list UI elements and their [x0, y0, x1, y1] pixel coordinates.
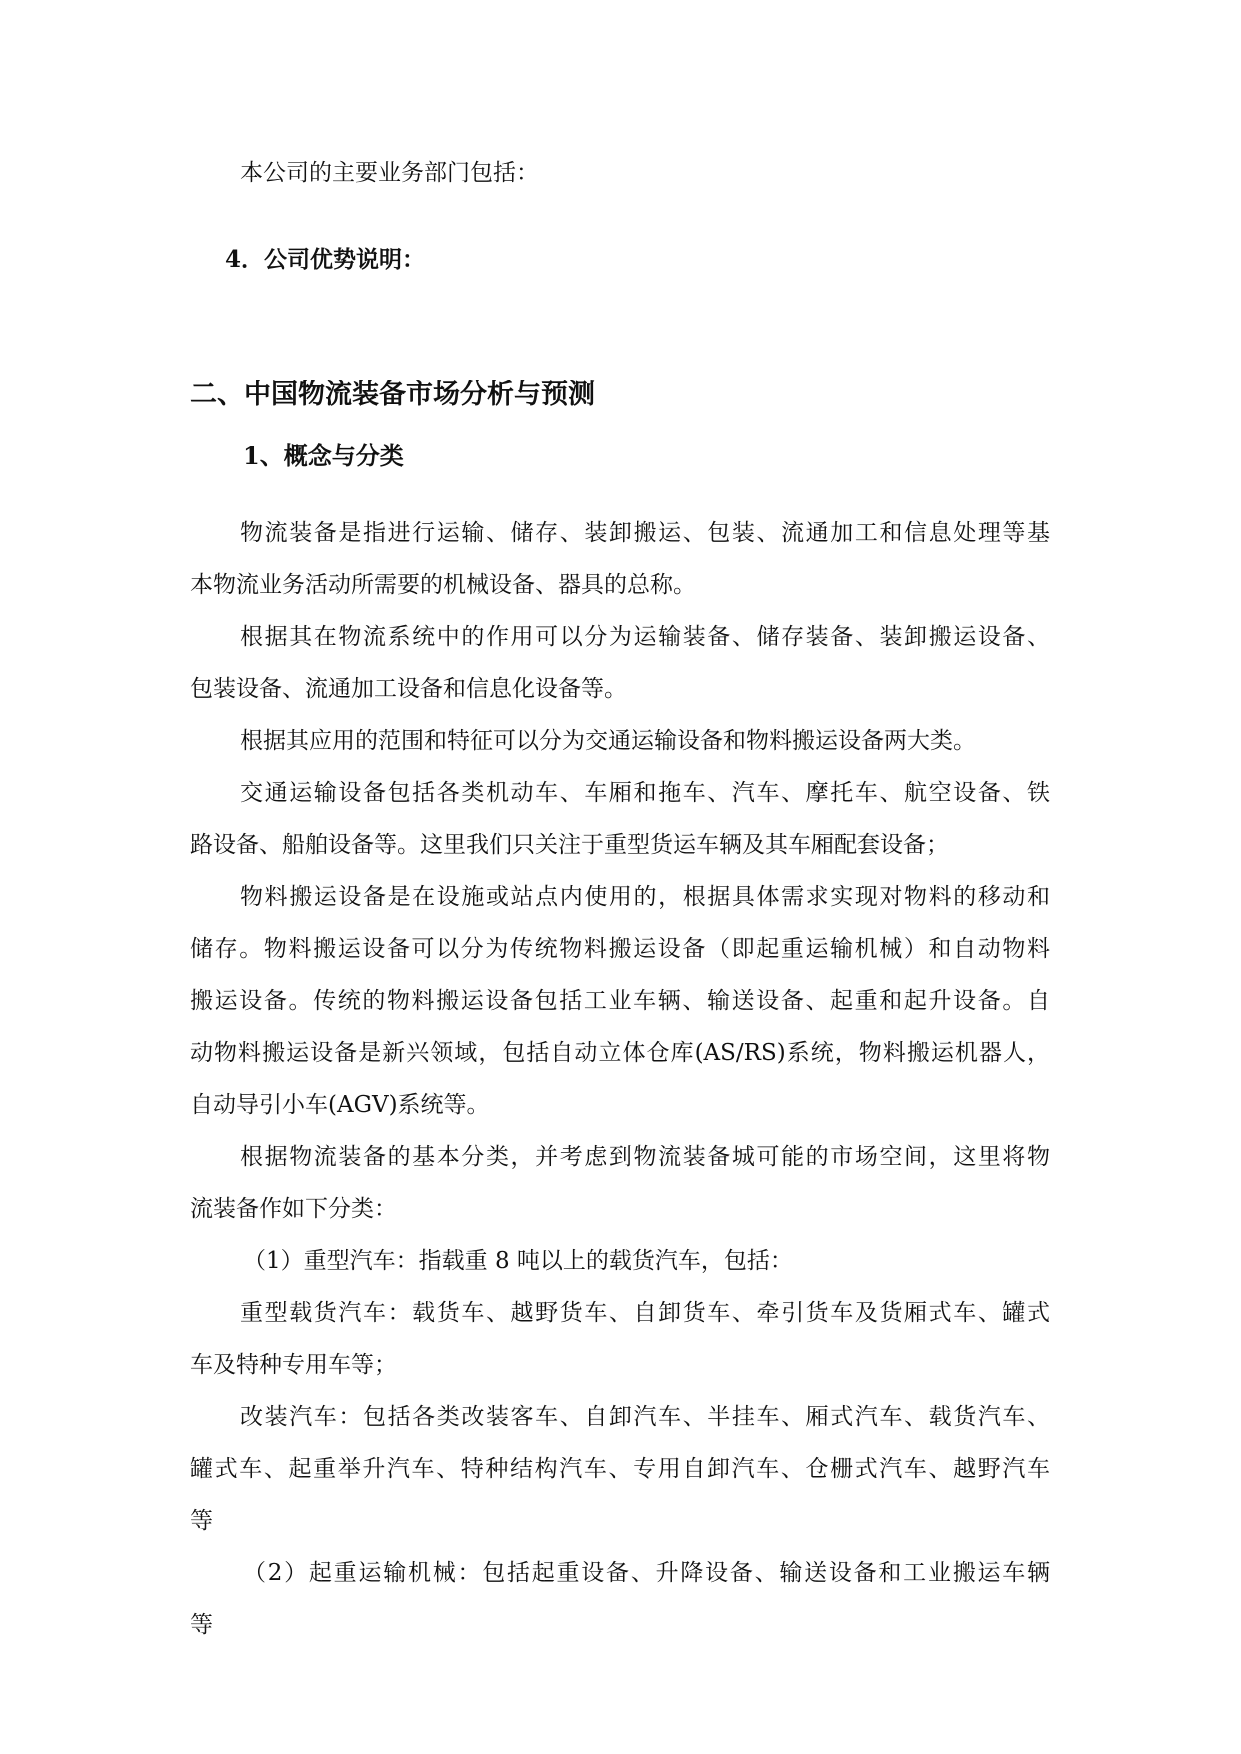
paragraph-line: 根据物流装备的基本分类，并考虑到物流装备城可能的市场空间，这里将物	[240, 1144, 1050, 1170]
paragraph-line: 路设备、船舶设备等。这里我们只关注于重型货运车辆及其车厢配套设备；	[190, 832, 949, 858]
chapter-heading-2: 二、中国物流装备市场分析与预测	[190, 380, 595, 410]
paragraph-line: 根据其在物流系统中的作用可以分为运输装备、储存装备、装卸搬运设备、	[240, 624, 1050, 650]
paragraph-line: 动物料搬运设备是新兴领域，包括自动立体仓库(AS/RS)系统，物料搬运机器人，	[190, 1040, 1050, 1066]
paragraph-line: （2）起重运输机械：包括起重设备、升降设备、输送设备和工业搬运车辆	[243, 1560, 1050, 1586]
paragraph-line: 改装汽车：包括各类改装客车、自卸汽车、半挂车、厢式汽车、载货汽车、	[240, 1404, 1050, 1430]
paragraph-line: 重型载货汽车：载货车、越野货车、自卸货车、牵引货车及货厢式车、罐式	[240, 1300, 1050, 1326]
paragraph-line: 物料搬运设备是在设施或站点内使用的，根据具体需求实现对物料的移动和	[240, 884, 1050, 910]
paragraph-line: 流装备作如下分类：	[190, 1196, 397, 1222]
paragraph-line: （1）重型汽车：指载重 8 吨以上的载货汽车，包括：	[243, 1248, 793, 1274]
paragraph-line: 储存。物料搬运设备可以分为传统物料搬运设备（即起重运输机械）和自动物料	[190, 936, 1050, 962]
paragraph-line: 车及特种专用车等；	[190, 1352, 397, 1378]
paragraph-line: 等	[190, 1508, 213, 1534]
paragraph-line: 等	[190, 1612, 213, 1638]
paragraph-line: 罐式车、起重举升汽车、特种结构汽车、专用自卸汽车、仓栅式汽车、越野汽车	[190, 1456, 1050, 1482]
section-heading-4: 4．公司优势说明：	[225, 246, 426, 273]
paragraph-line: 物流装备是指进行运输、储存、装卸搬运、包装、流通加工和信息处理等基	[240, 520, 1050, 546]
paragraph-line: 包装设备、流通加工设备和信息化设备等。	[190, 676, 627, 702]
paragraph-line: 根据其应用的范围和特征可以分为交通运输设备和物料搬运设备两大类。	[240, 728, 976, 754]
intro-line: 本公司的主要业务部门包括：	[240, 160, 539, 186]
paragraph-line: 交通运输设备包括各类机动车、车厢和拖车、汽车、摩托车、航空设备、铁	[240, 780, 1050, 806]
paragraph-line: 自动导引小车(AGV)系统等。	[190, 1092, 490, 1118]
paragraph-line: 本物流业务活动所需要的机械设备、器具的总称。	[190, 572, 696, 598]
paragraph-line: 搬运设备。传统的物料搬运设备包括工业车辆、输送设备、起重和起升设备。自	[190, 988, 1050, 1014]
subsection-heading-1: 1、概念与分类	[243, 441, 404, 470]
